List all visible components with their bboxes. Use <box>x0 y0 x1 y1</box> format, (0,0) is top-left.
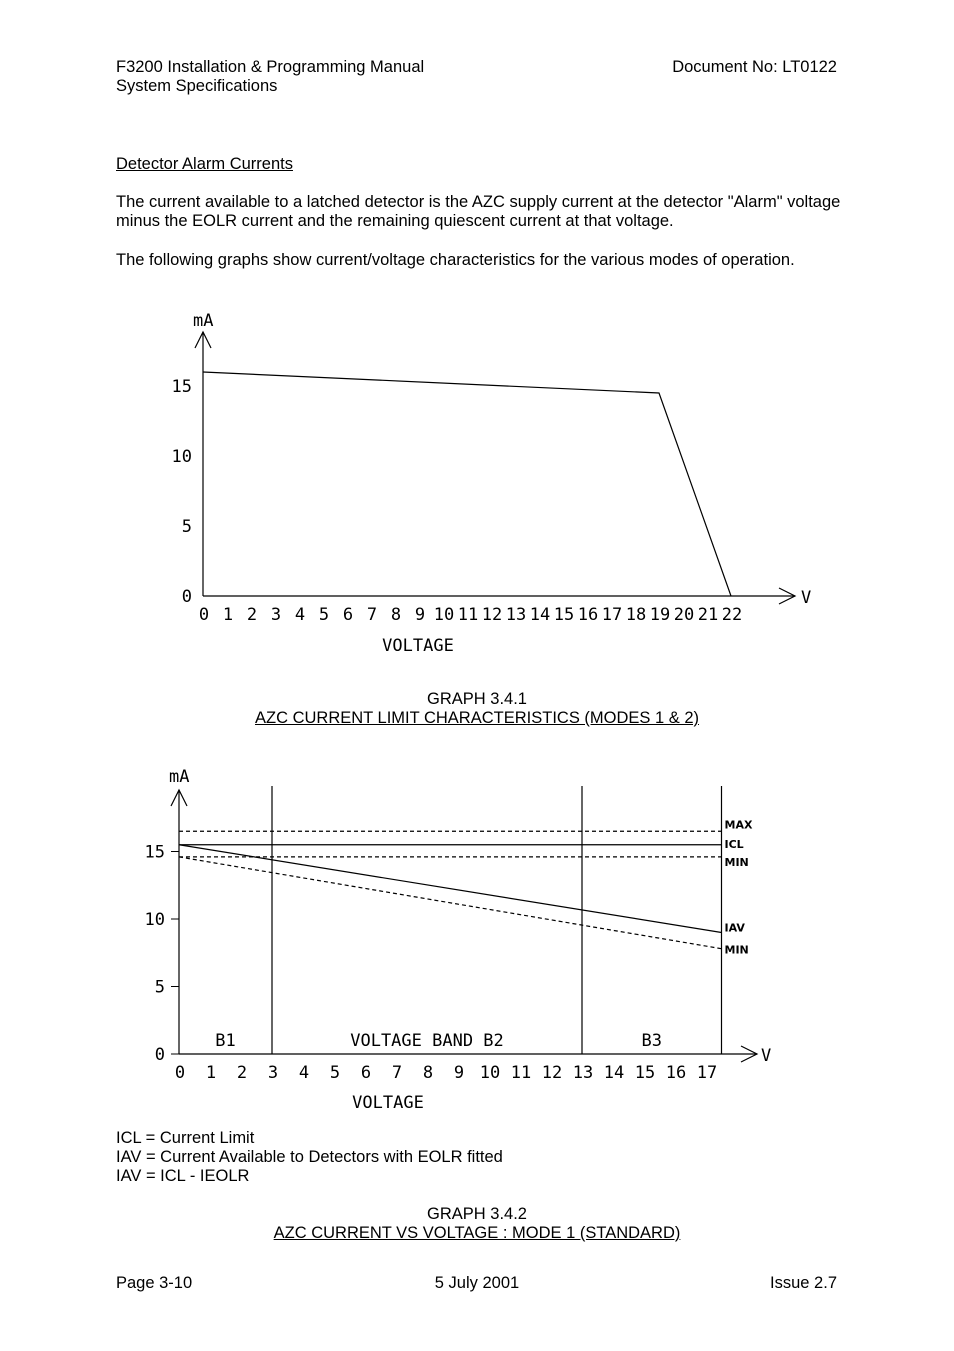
graph-2-plot <box>145 767 772 1113</box>
y-axis-title: mA <box>169 767 190 787</box>
x-tick-label: 21 <box>697 605 719 625</box>
series-label: MIN <box>724 943 749 957</box>
series-label: MAX <box>724 818 753 832</box>
x-tick-label: 16 <box>665 1063 687 1083</box>
x-tick-label: 22 <box>721 605 743 625</box>
x-tick-label: 7 <box>391 1063 403 1083</box>
paragraph-2: The following graphs show current/voltage characteristics for the various modes of operation. <box>116 251 795 269</box>
x-tick-label: 16 <box>577 605 599 625</box>
x-tick-label: 4 <box>298 1063 310 1083</box>
graph-2-number: GRAPH 3.4.2 <box>427 1205 527 1223</box>
x-tick-label: 1 <box>222 605 234 625</box>
y-tick-label: 5 <box>154 977 165 998</box>
x-tick-label: 9 <box>453 1063 465 1083</box>
y-tick-label: 10 <box>171 447 192 467</box>
x-tick-label: 19 <box>649 605 671 625</box>
x-tick-label: 12 <box>481 605 503 625</box>
graph-1-title: AZC CURRENT LIMIT CHARACTERISTICS (MODES 1 & 2) <box>254 709 700 727</box>
x-tick-label: 5 <box>329 1063 341 1083</box>
x-axis-title: VOLTAGE <box>352 1093 424 1113</box>
series-label: IAV <box>724 921 745 935</box>
x-tick-label: 18 <box>625 605 647 625</box>
x-tick-label: 3 <box>267 1063 279 1083</box>
x-axis-title: VOLTAGE <box>382 636 454 656</box>
x-tick-label: 20 <box>673 605 695 625</box>
graph-1-plot <box>172 311 812 656</box>
x-tick-label: 12 <box>541 1063 563 1083</box>
footer-page: Page 3-10 <box>116 1274 193 1292</box>
footer-issue: Issue 2.7 <box>770 1274 837 1292</box>
legend-notes <box>116 1129 503 1186</box>
series-line <box>179 857 722 949</box>
x-tick-label: 11 <box>510 1063 532 1083</box>
series-line <box>203 372 731 596</box>
graph-2-caption <box>0 1205 954 1243</box>
series-line <box>179 845 722 933</box>
x-tick-label: 1 <box>205 1063 217 1083</box>
x-tick-label: 13 <box>572 1063 594 1083</box>
x-tick-label: 7 <box>366 605 378 625</box>
y-tick-label: 15 <box>171 377 192 397</box>
y-tick-label: 15 <box>144 842 165 863</box>
section-heading: Detector Alarm Currents <box>116 155 293 173</box>
legend-line: IAV = ICL - IEOLR <box>116 1167 250 1185</box>
band-label: B1 <box>215 1031 236 1051</box>
graph-1-caption <box>0 690 954 728</box>
legend-line: ICL = Current Limit <box>116 1129 255 1147</box>
x-tick-label: 9 <box>414 605 426 625</box>
x-tick-label: 3 <box>270 605 282 625</box>
y-axis-title: mA <box>193 311 214 331</box>
y-tick-label: 10 <box>144 910 165 930</box>
x-tick-label: 8 <box>390 605 402 625</box>
paragraph-1: The current available to a latched detector is the AZC supply current at the detector "Alarm" voltage minus the EOLR current and the remaining quiescent current at that voltage. <box>116 193 841 230</box>
manual-title: F3200 Installation & Programming Manual <box>116 58 425 76</box>
graph-1-number: GRAPH 3.4.1 <box>427 690 527 708</box>
x-tick-label: 6 <box>342 605 354 625</box>
graph-2-title: AZC CURRENT VS VOLTAGE : MODE 1 (STANDARD) <box>273 1224 681 1242</box>
x-tick-label: 11 <box>457 605 479 625</box>
band-label: VOLTAGE BAND B2 <box>350 1031 504 1051</box>
series-label: MIN <box>724 855 749 869</box>
x-tick-label: 17 <box>696 1063 718 1083</box>
x-tick-label: 14 <box>529 605 551 625</box>
x-tick-label: 10 <box>433 605 455 625</box>
legend-line: IAV = Current Available to Detectors with EOLR fitted <box>116 1148 503 1166</box>
x-tick-label: 8 <box>422 1063 434 1083</box>
x-tick-label: 5 <box>318 605 330 625</box>
document-number: Document No: LT0122 <box>672 58 837 76</box>
x-tick-label: 15 <box>634 1063 656 1083</box>
x-tick-label: 17 <box>601 605 623 625</box>
y-tick-label: 0 <box>181 587 192 607</box>
x-tick-label: 13 <box>505 605 527 625</box>
x-tick-label: 14 <box>603 1063 625 1083</box>
x-axis-unit: V <box>801 588 812 608</box>
x-tick-label: 15 <box>553 605 575 625</box>
band-label: B3 <box>641 1031 662 1051</box>
x-tick-label: 0 <box>174 1063 186 1083</box>
section-subtitle: System Specifications <box>116 77 278 95</box>
y-tick-label: 0 <box>154 1045 165 1065</box>
x-tick-label: 2 <box>236 1063 248 1083</box>
x-tick-label: 0 <box>198 605 210 625</box>
x-tick-label: 6 <box>360 1063 372 1083</box>
footer-date: 5 July 2001 <box>434 1274 520 1292</box>
y-tick-label: 5 <box>181 517 192 537</box>
x-tick-label: 4 <box>294 605 306 625</box>
x-tick-label: 2 <box>246 605 258 625</box>
x-tick-label: 10 <box>479 1063 501 1083</box>
x-axis-unit: V <box>761 1046 772 1066</box>
series-label: ICL <box>724 837 744 851</box>
